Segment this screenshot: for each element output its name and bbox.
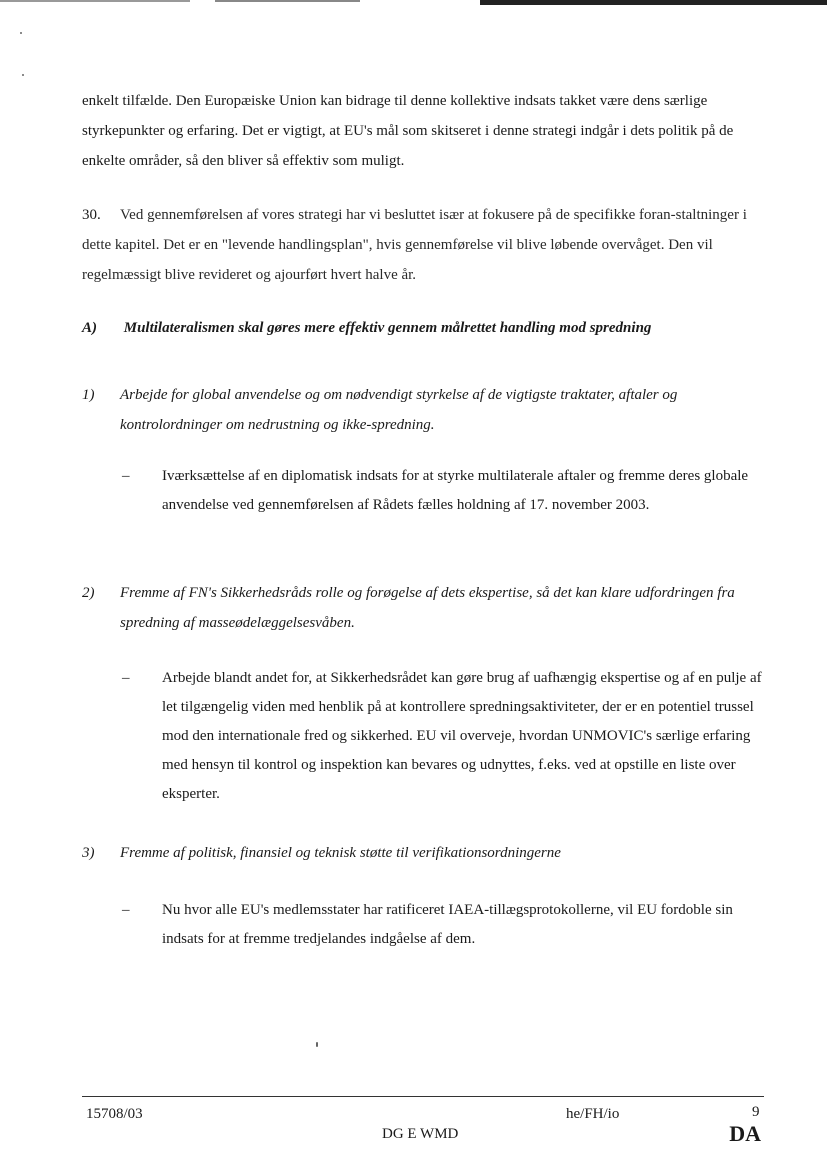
footer-language: DA — [729, 1121, 761, 1146]
footer-initials: he/FH/io — [566, 1106, 620, 1122]
item-number-2: 2) — [82, 585, 95, 601]
scan-speck — [316, 1042, 318, 1047]
section-title: Multilateralismen skal gøres mere effektiv gennem målrettet handling mod spredning — [123, 320, 652, 336]
item-number-1: 1) — [82, 387, 95, 403]
paragraph-30-text: Ved gennemførelsen af vores strategi har vi besluttet især at fokusere på de specifikke foran-staltninger i dette kapitel. Det er en "levende handlingsplan", hvis gennemførelse vil blive løbende overvåget. Den vil regelmæssigt blive revideret og ajourført hvert halve år. — [82, 207, 747, 283]
footer-department: DG E WMD — [382, 1126, 459, 1142]
bullet-dash-2: – — [122, 670, 130, 686]
item-title-3: Fremme af politisk, finansiel og teknisk støtte til verifikationsordningerne — [120, 845, 561, 861]
footer-page-number: 9 — [752, 1104, 760, 1120]
footer-doc-number: 15708/03 — [86, 1106, 143, 1122]
bullet-text-2: Arbejde blandt andet for, at Sikkerhedsrådet kan gøre brug af uafhængig ekspertise og af en pulje af let tilgængelig viden med henblik på at kontrollere spredningsaktiviteter, der er en potentiel trussel mod den internationale fred og sikkerhed. EU vil overveje, hvordan UNMOVIC's særlige erfaring med hensyn til kontrol og inspektion kan bevares og udnyttes, f.eks. ved at opstille en liste over eksperter. — [162, 670, 762, 802]
bullet-text-3: Nu hvor alle EU's medlemsstater har ratificeret IAEA-tillægsprotokollerne, vil EU fordoble sin indsats for at fremme tredjelandes indgåelse af dem. — [162, 902, 733, 947]
scan-speck — [22, 74, 24, 76]
bullet-text-1: Iværksættelse af en diplomatisk indsats for at styrke multilaterale aftaler og fremme deres globale anvendelse ved gennemførelsen af Rådets fælles holdning af 17. november 2003. — [162, 468, 749, 513]
scan-artifact-top — [0, 0, 827, 12]
item-number-3: 3) — [82, 845, 95, 861]
section-label: A) — [82, 320, 97, 336]
item-title-2: Fremme af FN's Sikkerhedsråds rolle og forøgelse af dets ekspertise, så det kan klare udfordringen fra spredning af masseødelæggelsesvåben. — [120, 585, 735, 631]
scan-speck — [20, 32, 22, 34]
footer-divider — [82, 1096, 764, 1097]
bullet-dash-1: – — [122, 468, 130, 484]
bullet-dash-3: – — [122, 902, 130, 918]
section-heading-a — [82, 320, 651, 337]
item-title-1: Arbejde for global anvendelse og om nødvendigt styrkelse af de vigtigste traktater, aftaler og kontrolordninger om nedrustning og ikke-spredning. — [120, 387, 678, 433]
paragraph-continued: enkelt tilfælde. Den Europæiske Union kan bidrage til denne kollektive indsats takket være dens særlige styrkepunkter og erfaring. Det er vigtigt, at EU's mål som skitseret i denne strategi indgår i dets politik på de enkelte områder, så den bliver så effektiv som muligt. — [82, 93, 734, 169]
paragraph-30-number: 30. — [82, 207, 101, 223]
